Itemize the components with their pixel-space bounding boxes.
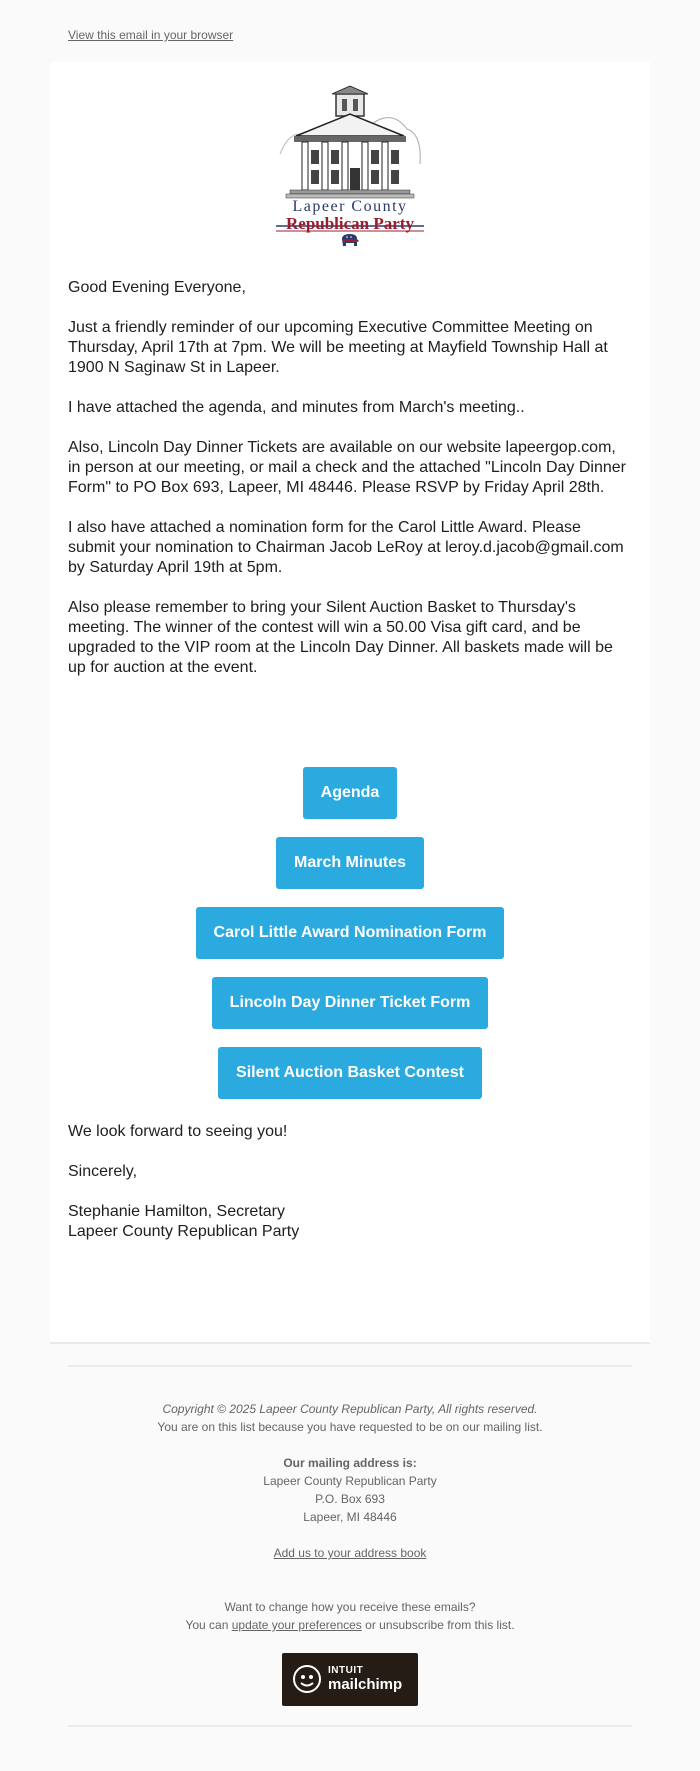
update-preferences-link[interactable]: update your preferences	[231, 1618, 362, 1632]
logo-line-2: Republican Party	[286, 214, 414, 233]
march-minutes-button[interactable]: March Minutes	[276, 837, 424, 889]
legal	[68, 1400, 632, 1436]
view-in-browser-link[interactable]: View this email in your browser	[68, 28, 234, 42]
paragraph-tickets: Also, Lincoln Day Dinner Tickets are available on our website lapeergop.com, in person at our meeting, or mail a check and the attached "Lincoln Day Dinner Form" to PO Box 693, Lapeer, MI 48446. Please RSVP by Friday April 28th.	[68, 439, 626, 496]
paragraph-nomination: I also have attached a nomination form for the Carol Little Award. Please submit your nomination to Chairman Jacob LeRoy at leroy.d.jacob@gmail.com by Saturday April 19th at 5pm.	[68, 519, 624, 576]
preferences	[68, 1598, 632, 1634]
elephant-icon	[340, 233, 360, 247]
address-book	[68, 1544, 632, 1562]
mailchimp-badge[interactable]	[282, 1653, 418, 1706]
list-reason: You are on this list because you have requested to be on our mailing list.	[157, 1420, 543, 1434]
address-name: Lapeer County Republican Party	[263, 1474, 437, 1488]
mailchimp-monkey-icon	[292, 1664, 322, 1694]
preheader	[68, 28, 233, 42]
add-address-book-link[interactable]: Add us to your address book	[273, 1546, 427, 1560]
paragraph-meeting: Just a friendly reminder of our upcoming Executive Committee Meeting on Thursday, April 17th at 7pm. We will be meeting at Mayfield Township Hall at 1900 N Saginaw St in Lapeer.	[68, 319, 608, 376]
lincoln-day-ticket-button[interactable]: Lincoln Day Dinner Ticket Form	[212, 977, 488, 1029]
closing-line: We look forward to seeing you!	[68, 1123, 288, 1140]
copyright: Copyright © 2025 Lapeer County Republican Party, All rights reserved.	[162, 1402, 538, 1416]
badge-intuit: INTUIT	[328, 1665, 364, 1676]
carol-little-nomination-button[interactable]: Carol Little Award Nomination Form	[196, 907, 504, 959]
address-city: Lapeer, MI 48446	[303, 1510, 397, 1524]
footer-divider-bottom	[68, 1725, 632, 1727]
paragraph-auction: Also please remember to bring your Silent Auction Basket to Thursday's meeting. The winner of the contest will win a 50.00 Visa gift card, and be upgraded to the VIP room at the Lincoln Day Dinner. All baskets made will be up for auction at the event.	[68, 599, 613, 676]
signer-name: Stephanie Hamilton, Secretary	[68, 1203, 285, 1220]
signature	[68, 1202, 632, 1242]
change-question: Want to change how you receive these emails?	[224, 1600, 476, 1614]
sincerely: Sincerely,	[68, 1163, 138, 1180]
logo-line-1: Lapeer County	[292, 198, 408, 215]
greeting: Good Evening Everyone,	[68, 279, 246, 296]
signer-org: Lapeer County Republican Party	[68, 1223, 300, 1240]
mailing-address	[68, 1454, 632, 1526]
agenda-button[interactable]: Agenda	[303, 767, 397, 819]
party-logo	[272, 84, 428, 244]
you-can-text: You can	[185, 1618, 229, 1632]
message-body	[68, 278, 632, 698]
address-box: P.O. Box 693	[315, 1492, 385, 1506]
badge-mailchimp: mailchimp	[328, 1676, 403, 1693]
footer	[68, 1400, 632, 1634]
silent-auction-button[interactable]: Silent Auction Basket Contest	[218, 1047, 482, 1099]
email-card	[50, 62, 650, 1344]
unsubscribe-text: or unsubscribe from this list.	[365, 1618, 515, 1632]
closing	[68, 1122, 632, 1242]
mailing-heading: Our mailing address is:	[283, 1456, 417, 1470]
paragraph-attachments: I have attached the agenda, and minutes from March's meeting..	[68, 399, 525, 416]
footer-divider-top	[68, 1365, 632, 1367]
